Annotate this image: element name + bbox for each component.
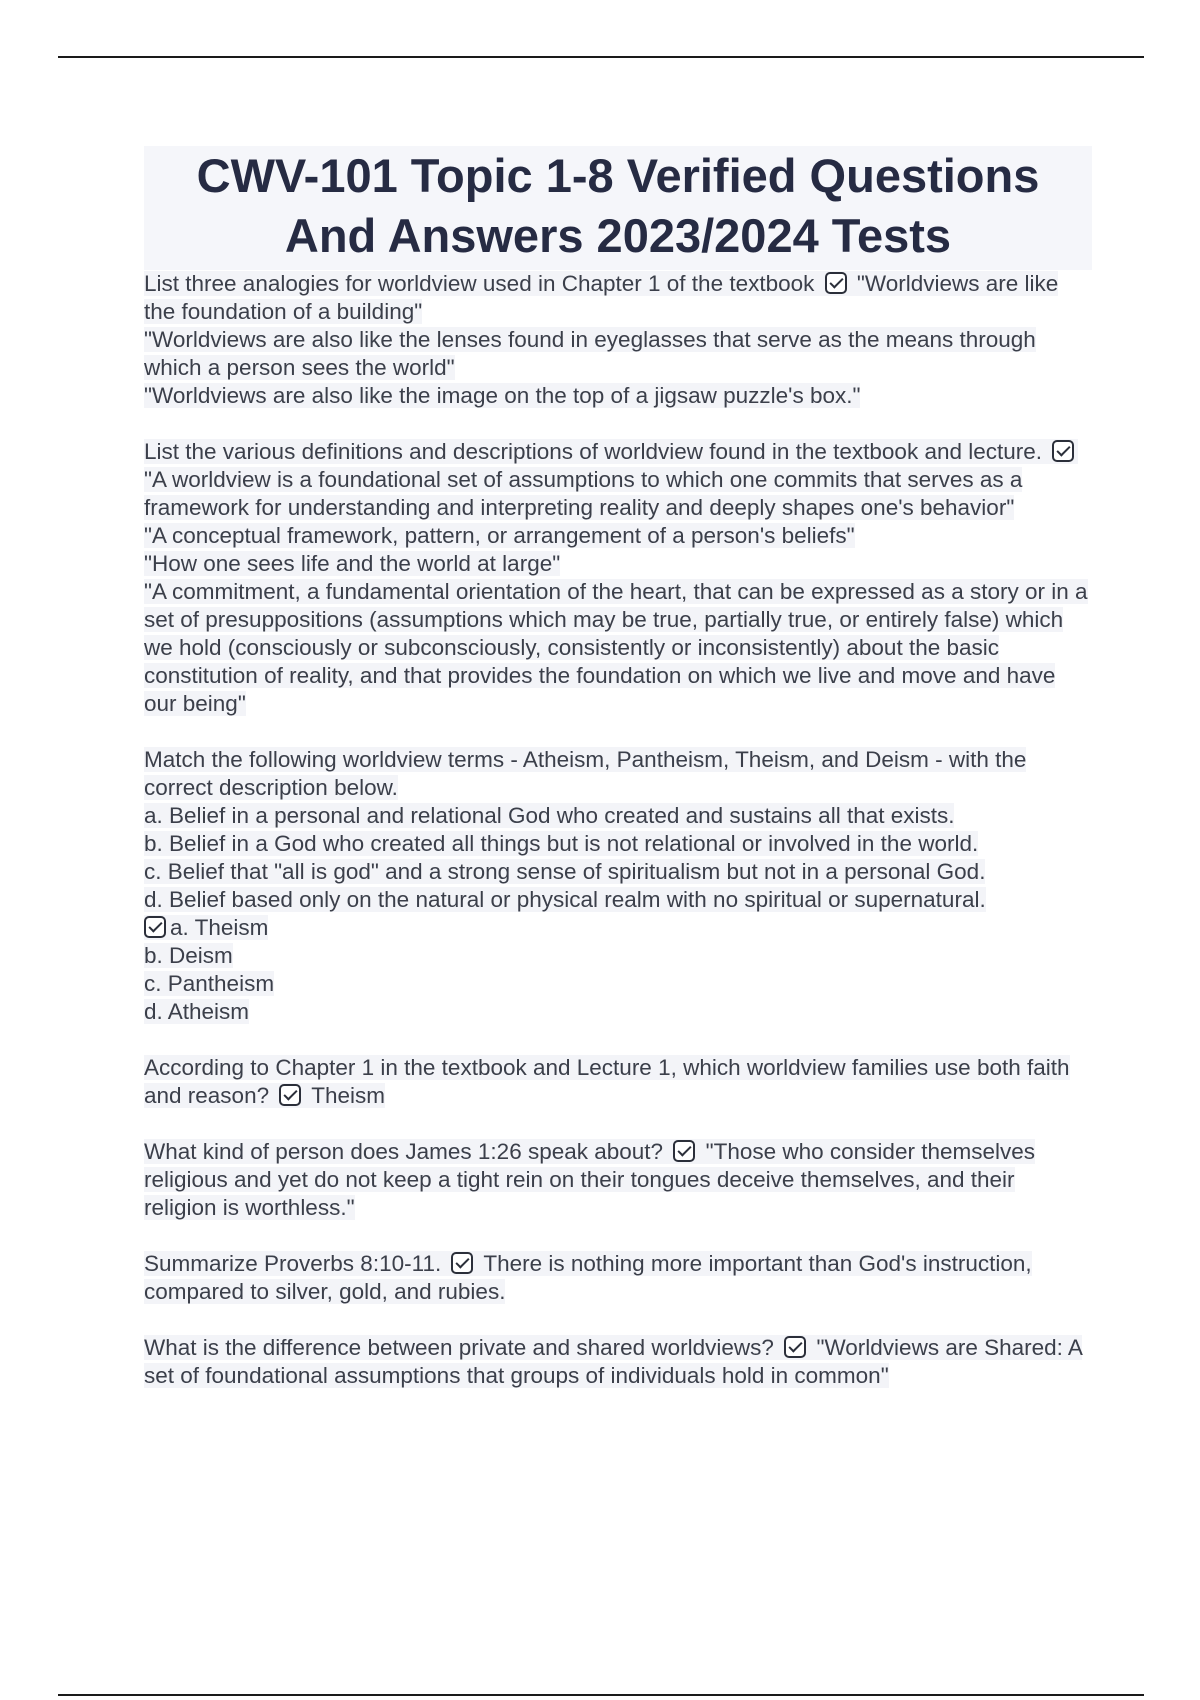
qa-item-4 — [144, 1054, 1092, 1110]
question-text: List three analogies for worldview used in Chapter 1 of the textbook — [144, 271, 815, 296]
question-text: What kind of person does James 1:26 speak about? — [144, 1139, 664, 1164]
checkbox-checked-icon — [784, 1336, 806, 1358]
document-body — [144, 146, 1092, 1418]
checkbox-checked-icon — [279, 1084, 301, 1106]
checkbox-checked-icon — [1052, 440, 1074, 462]
answer-text: There is nothing more important than God's instruction, compared to silver, gold, and rubies. — [144, 1251, 1032, 1304]
answer-text: Theism — [311, 1083, 385, 1108]
question-text: Summarize Proverbs 8:10-11. — [144, 1251, 442, 1276]
question-option: a. Belief in a personal and relational God who created and sustains all that exists. — [144, 803, 955, 828]
question-text: According to Chapter 1 in the textbook and Lecture 1, which worldview families use both faith and reason? — [144, 1055, 1070, 1108]
qa-item-2 — [144, 438, 1092, 718]
question-text: List the various definitions and descriptions of worldview found in the textbook and lecture. — [144, 439, 1043, 464]
footer-rule — [58, 1694, 1144, 1696]
qa-item-7 — [144, 1334, 1092, 1390]
question-option: d. Belief based only on the natural or physical realm with no spiritual or supernatural. — [144, 887, 986, 912]
answer-text: c. Pantheism — [144, 971, 275, 996]
answer-text: "Worldviews are like the foundation of a building" — [144, 271, 1059, 324]
checkbox-checked-icon — [825, 272, 847, 294]
checkbox-checked-icon — [451, 1252, 473, 1274]
answer-text: a. Theism — [170, 915, 269, 940]
title-line: CWV-101 Topic 1-8 Verified Questions — [196, 149, 1040, 202]
answer-text: "A conceptual framework, pattern, or arrangement of a person's beliefs" — [144, 523, 855, 548]
qa-item-5 — [144, 1138, 1092, 1222]
answer-text: "Worldviews are also like the image on the top of a jigsaw puzzle's box." — [144, 383, 861, 408]
question-option: b. Belief in a God who created all things but is not relational or involved in the world. — [144, 831, 979, 856]
qa-item-3 — [144, 746, 1092, 1026]
answer-text: "A commitment, a fundamental orientation of the heart, that can be expressed as a story or in a set of presuppositions (assumptions which may be true, partially true, or entirely false) which we hold (consciously or subconsciously, consistently or inconsistently) about the basic constitution of reality, and that provides the foundation on which we live and move and have our being" — [144, 579, 1088, 716]
question-option: c. Belief that "all is god" and a strong sense of spiritualism but not in a personal God. — [144, 859, 986, 884]
answer-text: b. Deism — [144, 943, 233, 968]
qa-item-1 — [144, 270, 1092, 410]
question-text: What is the difference between private and shared worldviews? — [144, 1335, 774, 1360]
answer-text: "Those who consider themselves religious and yet do not keep a tight rein on their tongues deceive themselves, and their religion is worthless." — [144, 1139, 1036, 1220]
header-rule — [58, 56, 1144, 58]
answer-text: d. Atheism — [144, 999, 250, 1024]
checkbox-checked-icon — [673, 1140, 695, 1162]
answer-text: "A worldview is a foundational set of assumptions to which one commits that serves as a framework for understanding and interpreting reality and deeply shapes one's behavior" — [144, 467, 1023, 520]
answer-text: "Worldviews are also like the lenses found in eyeglasses that serve as the means through which a person sees the world" — [144, 327, 1036, 380]
qa-item-6 — [144, 1250, 1092, 1306]
document-title — [144, 146, 1092, 270]
checkbox-checked-icon — [144, 916, 166, 938]
answer-text: "How one sees life and the world at large" — [144, 551, 561, 576]
question-text: Match the following worldview terms - Atheism, Pantheism, Theism, and Deism - with the correct description below. — [144, 747, 1027, 800]
answer-text: "Worldviews are Shared: A set of foundational assumptions that groups of individuals hold in common" — [144, 1335, 1082, 1388]
title-line: And Answers 2023/2024 Tests — [284, 209, 952, 262]
